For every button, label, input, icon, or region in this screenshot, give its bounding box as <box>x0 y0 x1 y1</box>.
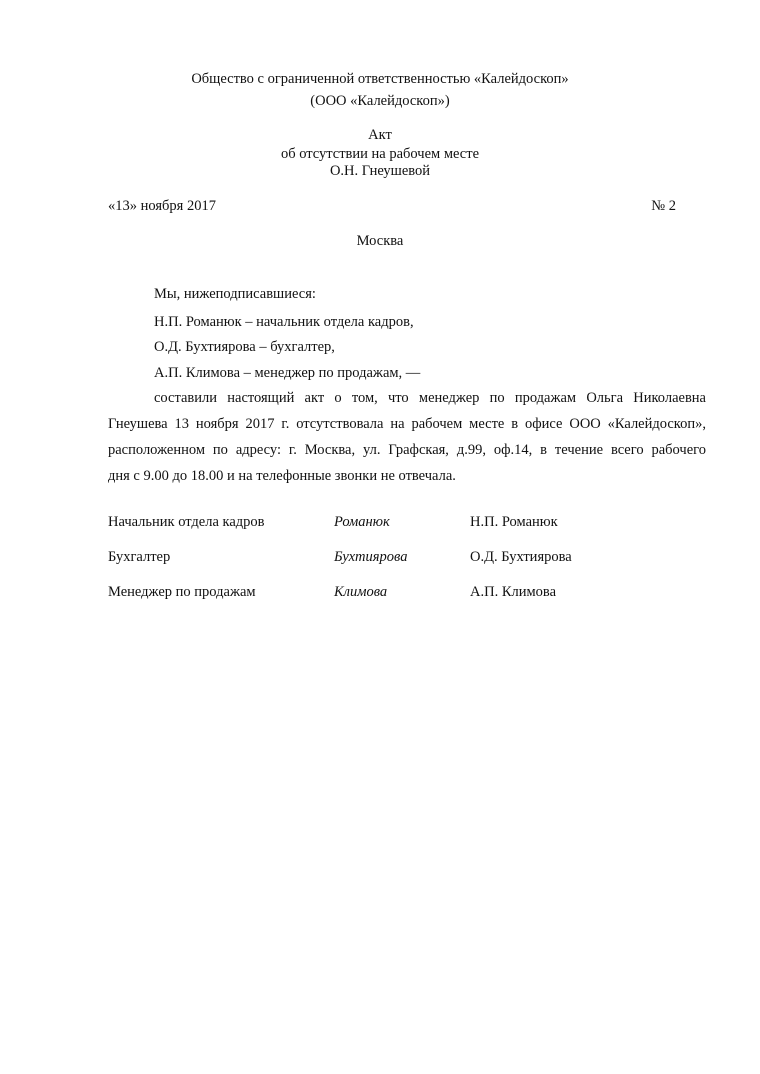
paragraph-line: расположенном по адресу: г. Москва, ул. Графская, д.99, оф.14, в течение всего рабочего <box>108 442 706 458</box>
signature-name: Н.П. Романюк <box>470 514 558 530</box>
doc-subtitle: об отсутствии на рабочем месте <box>280 146 480 162</box>
signer-line: А.П. Климова – менеджер по продажам, — <box>154 365 421 381</box>
doc-title: Акт <box>368 127 392 143</box>
org-full-name: Общество с ограниченной ответственностью «Калейдоскоп» <box>191 71 569 87</box>
signer-line: О.Д. Бухтиярова – бухгалтер, <box>154 339 335 355</box>
signature-mark: Бухтиярова <box>334 549 408 565</box>
signature-name: А.П. Климова <box>470 584 557 600</box>
signature-position: Менеджер по продажам <box>108 584 256 600</box>
doc-date: «13» ноября 2017 <box>108 198 216 214</box>
body-intro: Мы, нижеподписавшиеся: <box>154 286 316 302</box>
paragraph-line: Гнеушева 13 ноября 2017 г. отсутствовала на рабочем месте в офисе ООО «Калейдоскоп», <box>108 416 706 432</box>
signature-mark: Климова <box>334 584 388 600</box>
signature-mark: Романюк <box>334 514 390 530</box>
signature-position: Начальник отдела кадров <box>108 514 265 530</box>
doc-number: № 2 <box>651 198 676 214</box>
signature-position: Бухгалтер <box>108 549 171 565</box>
paragraph-line: дня с 9.00 до 18.00 и на телефонные звонки не отвечала. <box>108 468 456 484</box>
doc-subject-name: О.Н. Гнеушевой <box>329 163 431 179</box>
signature-name: О.Д. Бухтиярова <box>470 549 572 565</box>
paragraph-line: составили настоящий акт о том, что менеджер по продажам Ольга Николаевна <box>154 390 706 406</box>
signer-line: Н.П. Романюк – начальник отдела кадров, <box>154 314 414 330</box>
doc-city: Москва <box>356 233 404 249</box>
org-short-name: (ООО «Калейдоскоп») <box>310 93 450 109</box>
